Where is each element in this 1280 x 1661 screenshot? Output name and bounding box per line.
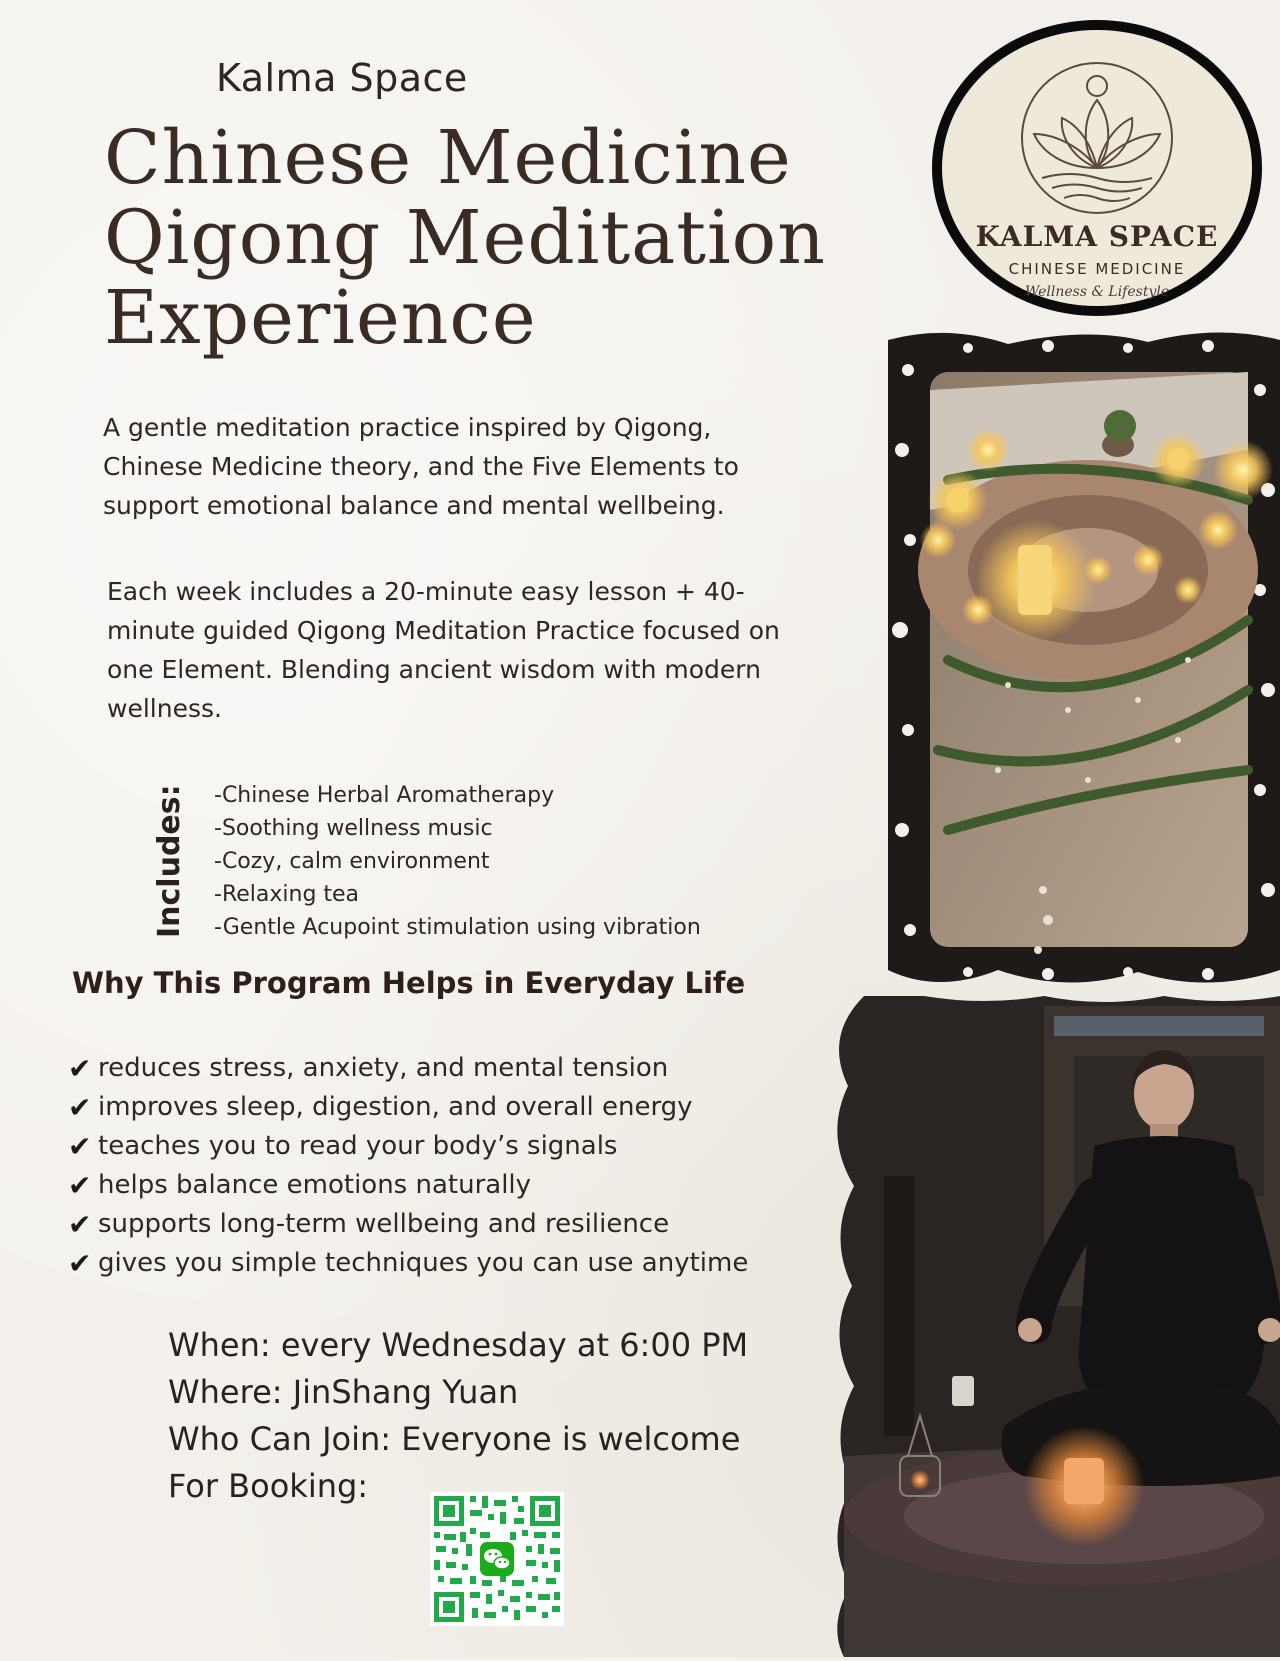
lotus-icon [942,30,1252,220]
benefit-item [68,1205,748,1244]
title-line-2: Qigong Meditation [104,198,884,278]
logo-badge [942,30,1252,306]
meditation-photo [824,996,1280,1657]
benefit-text: improves sleep, digestion, and overall energy [98,1088,693,1127]
logo-tagline: Wellness & Lifestyle [942,284,1252,300]
candle-circle-photo [888,330,1280,990]
check-icon: ✔ [68,1088,98,1127]
includes-item: -Soothing wellness music [214,812,701,845]
who-text: Who Can Join: Everyone is welcome [168,1416,748,1463]
check-icon: ✔ [68,1244,98,1283]
benefit-text: gives you simple techniques you can use anytime [98,1244,748,1283]
event-details [168,1322,748,1510]
qr-code-graphic [430,1492,564,1626]
benefit-item [68,1244,748,1283]
includes-item: -Gentle Acupoint stimulation using vibration [214,911,701,944]
weekly-line: wellness. [107,689,887,728]
benefit-text: supports long-term wellbeing and resilience [98,1205,669,1244]
includes-list [214,779,701,944]
title-line-3: Experience [104,278,884,358]
includes-item: -Cozy, calm environment [214,845,701,878]
includes-label: Includes: [152,784,187,938]
meditating-woman-photo [824,996,1280,1657]
benefit-item [68,1049,748,1088]
intro-line: support emotional balance and mental wellbeing. [103,486,843,525]
when-text: When: every Wednesday at 6:00 PM [168,1322,748,1369]
weekly-line: minute guided Qigong Meditation Practice focused on [107,611,887,650]
includes-item: -Relaxing tea [214,878,701,911]
why-heading: Why This Program Helps in Everyday Life [72,966,745,1000]
check-icon: ✔ [68,1166,98,1205]
brand-name: Kalma Space [216,56,468,100]
weekly-paragraph [107,572,887,728]
benefit-item [68,1166,748,1205]
booking-text: For Booking: [168,1463,748,1510]
benefit-text: helps balance emotions naturally [98,1166,531,1205]
weekly-line: one Element. Blending ancient wisdom with modern [107,650,887,689]
logo-subtitle: CHINESE MEDICINE [942,260,1252,278]
benefit-item [68,1127,748,1166]
logo-name: KALMA SPACE [942,220,1252,253]
weekly-line: Each week includes a 20-minute easy lesson + 40- [107,572,887,611]
benefit-text: teaches you to read your body’s signals [98,1127,617,1166]
page-title [104,118,884,358]
booking-qr-code[interactable] [430,1492,564,1626]
benefits-list [68,1049,748,1283]
check-icon: ✔ [68,1205,98,1244]
benefit-item [68,1088,748,1127]
kalma-space-logo [932,20,1262,316]
wechat-icon [480,1542,514,1576]
check-icon: ✔ [68,1127,98,1166]
intro-line: Chinese Medicine theory, and the Five Elements to [103,447,843,486]
title-line-1: Chinese Medicine [104,118,884,198]
ornamental-frame-photo [888,330,1280,990]
includes-item: -Chinese Herbal Aromatherapy [214,779,701,812]
check-icon: ✔ [68,1049,98,1088]
intro-line: A gentle meditation practice inspired by Qigong, [103,408,843,447]
intro-paragraph [103,408,843,525]
benefit-text: reduces stress, anxiety, and mental tension [98,1049,668,1088]
where-text: Where: JinShang Yuan [168,1369,748,1416]
